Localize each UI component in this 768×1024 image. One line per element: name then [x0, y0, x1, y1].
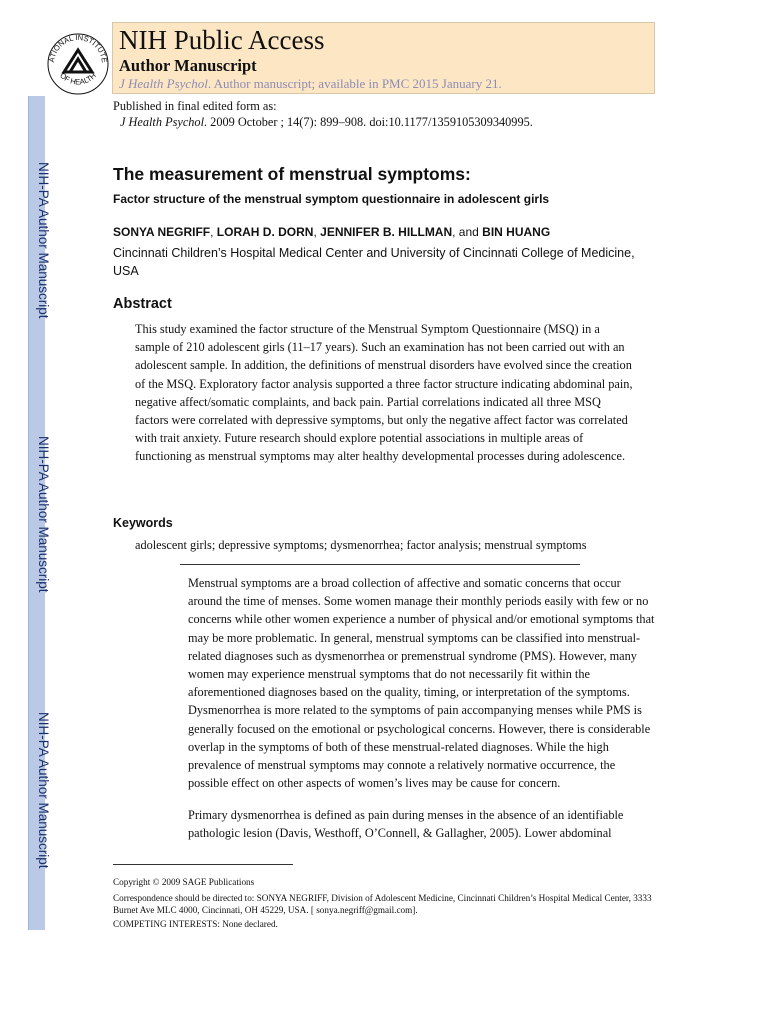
author-name: LORAH D. DORN — [216, 225, 314, 239]
header-title: NIH Public Access — [119, 25, 325, 55]
nih-public-access-header — [112, 22, 655, 94]
logo-top-text: ATIONAL INSTITUTE — [47, 32, 110, 64]
author-affiliation: Cincinnati Children’s Hospital Medical Center and University of Cincinnati College of Medicine, USA — [113, 246, 635, 278]
abstract-heading: Abstract — [113, 296, 172, 312]
author-separator: , and — [452, 225, 483, 239]
author-list — [113, 225, 550, 239]
author-name: SONYA NEGRIFF — [113, 225, 211, 239]
svg-text:NATIONAL INSTITUTES — [44, 24, 109, 63]
published-label: Published in final edited form as: — [113, 99, 277, 113]
abstract-text: This study examined the factor structure of the Menstrual Symptom Questionnaire (MSQ) in a sample of 210 adolescent girls (11–17 years). Such an examination has not been carried out with an adolescent sample. In addition, the definitions of menstrual disorders have evolved since the creation of the MSQ. Exploratory factor analysis supported a three factor structure indicating abdominal pain, negative affect/somatic complaints, and back pain. Partial correlations indicated all three MSQ factors were correlated with depressive symptoms, but only the negative affect factor was correlated with trait anxiety. Future research should explore potential associations in multiple areas of functioning as menstrual symptoms may alter healthy developmental processes during adolescence. — [135, 322, 633, 464]
footnote-divider — [113, 864, 293, 865]
sidebar-label-bottom: NIH-PA Author Manuscript — [36, 711, 51, 869]
published-info — [113, 98, 533, 130]
section-divider — [180, 564, 580, 565]
header-availability: . Author manuscript; available in PMC 2015 January 21. — [207, 76, 502, 91]
header-subtitle: Author Manuscript — [119, 56, 257, 75]
sidebar-label-middle: NIH-PA Author Manuscript — [36, 435, 51, 593]
keywords-text: adolescent girls; depressive symptoms; dysmenorrhea; factor analysis; menstrual symptoms — [135, 538, 587, 552]
footnote-correspondence: Correspondence should be directed to: SONYA NEGRIFF, Division of Adolescent Medicine, Cincinnati Children’s Hospital Medical Center, 3333 Burnet Ave MLC 4000, Cincinnati, OH 45229, USA. [ sonya.negriff@gmail.com]. — [113, 893, 652, 915]
header-journal-line — [119, 76, 502, 92]
article-title: The measurement of menstrual symptoms: — [113, 164, 471, 184]
body-paragraph-2: Primary dysmenorrhea is defined as pain during menses in the absence of an identifiable pathologic lesion (Davis, Westhoff, O’Connell, & Gallagher, 2005). Lower abdominal — [188, 808, 624, 841]
nih-logo — [44, 24, 112, 96]
published-citation-line — [113, 114, 533, 130]
author-name: JENNIFER B. HILLMAN — [320, 225, 453, 239]
body-paragraph-1: Menstrual symptoms are a broad collection of affective and somatic concerns that occur around the time of menses. Some women manage their monthly periods easily with few or no concerns while other women experience a number of physical and/or emotional symptoms that may be more problematic. In general, menstrual symptoms can be classified into menstrual-related diagnoses such as dysmenorrhea or premenstrual syndrome (PMS). However, many women may experience menstrual symptoms that do not necessarily fit within the aforementioned diagnoses based on the quality, timing, or interpretation of the symptoms. Dysmenorrhea is more related to the symptoms of pain accompanying menses while PMS is generally focused on the emotional or psychological concerns. However, there is considerable overlap in the symptoms of both of these menstrual-related diagnoses. While the high prevalence of menstrual symptoms may connote a relatively normative occurrence, the possible effect on other aspects of women’s lives may be cause for concern. — [188, 576, 655, 791]
footnote-copyright: Copyright © 2009 SAGE Publications — [113, 877, 255, 887]
author-separator: , — [210, 225, 217, 239]
sidebar-label-top: NIH-PA Author Manuscript — [36, 161, 51, 319]
header-journal-name: J Health Psychol — [119, 76, 208, 91]
author-separator: , — [313, 225, 321, 239]
author-name: BIN HUANG — [482, 225, 551, 239]
keywords-heading: Keywords — [113, 516, 173, 530]
article-subtitle: Factor structure of the menstrual symptom questionnaire in adolescent girls — [113, 192, 550, 206]
published-journal: J Health Psychol — [120, 115, 205, 129]
logo-bottom-text: OF HEALTH — [58, 70, 98, 87]
nih-seal-icon — [44, 24, 112, 96]
footnote-competing-interests: COMPETING INTERESTS: None declared. — [113, 919, 278, 929]
published-citation: . 2009 October ; 14(7): 899–908. doi:10.1177/1359105309340995. — [204, 115, 533, 129]
